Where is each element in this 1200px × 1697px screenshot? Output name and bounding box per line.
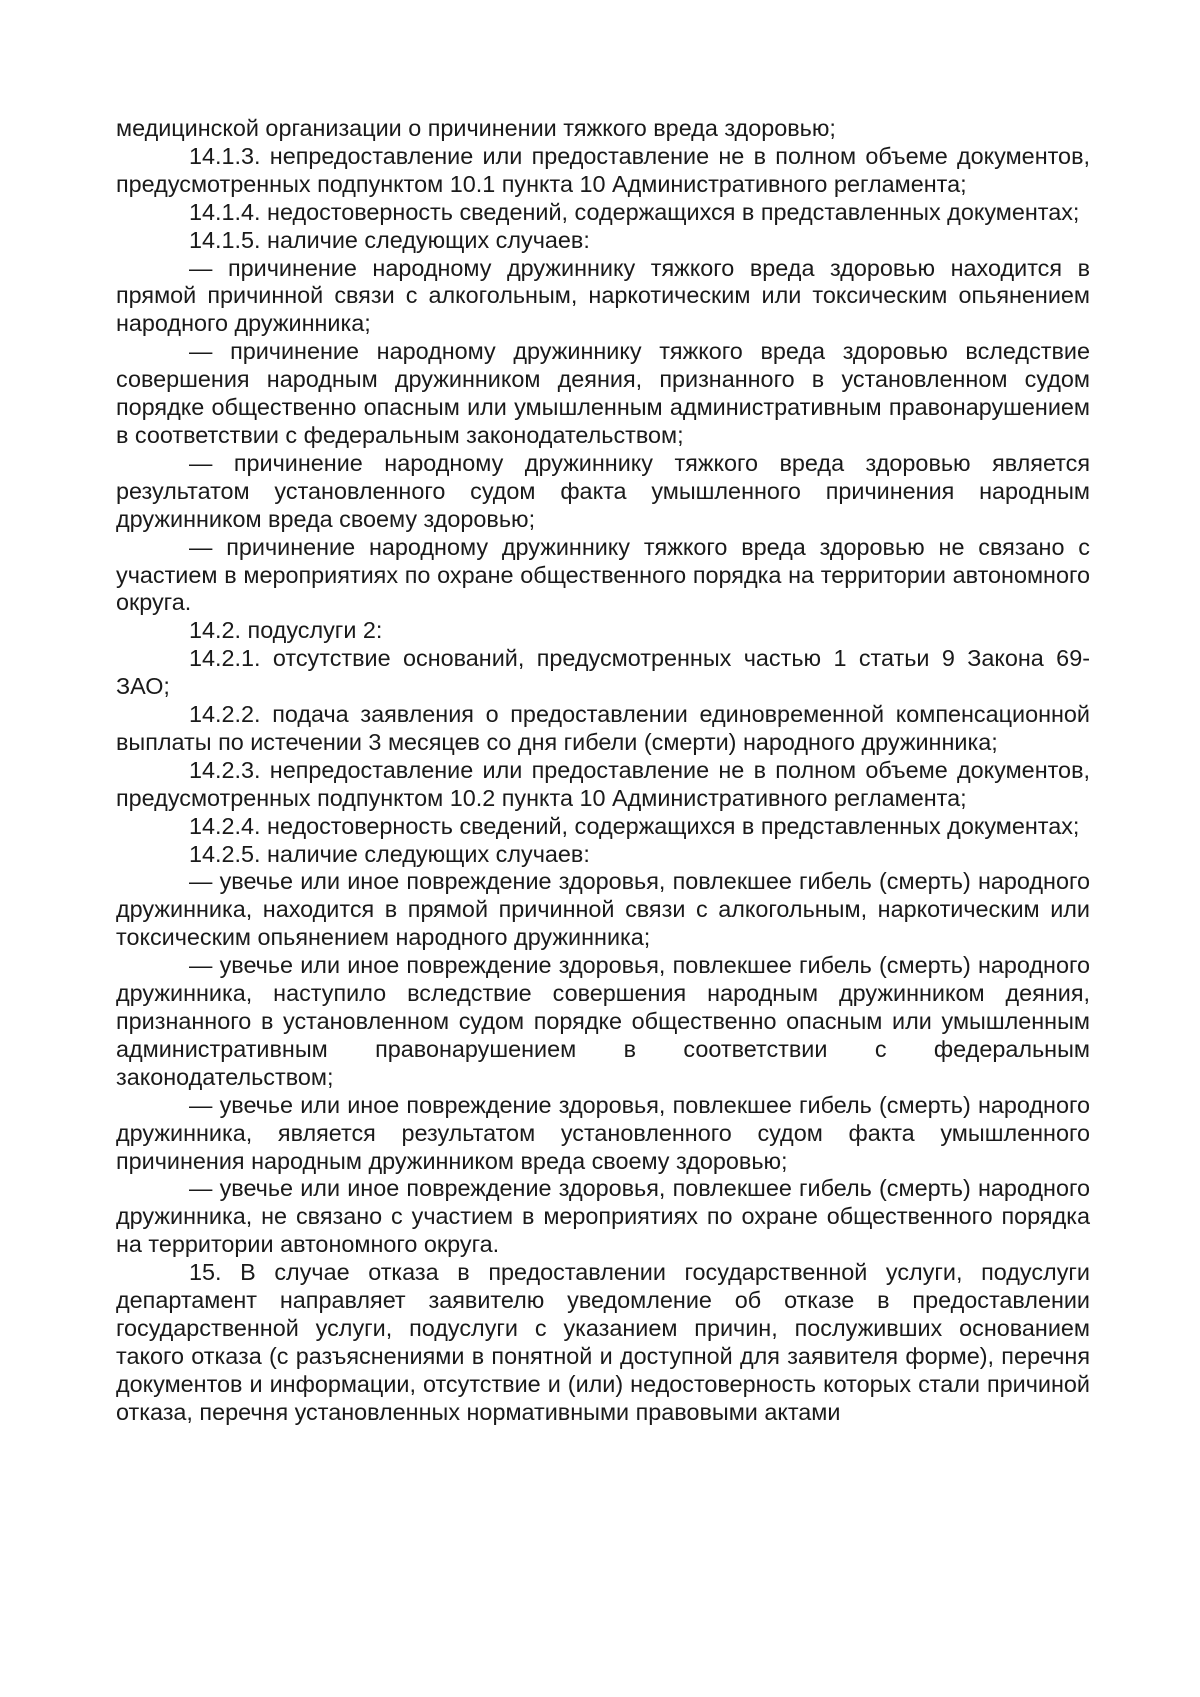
paragraph-14-1-3: 14.1.3. непредоставление или предоставление не в полном объеме документов, предусмотренных подпунктом 10.1 пункта 10 Административного регламента; <box>116 142 1090 197</box>
list-item-case-5: — увечье или иное повреждение здоровья, повлекшее гибель (смерть) народного дружинника, находится в прямой причинной связи с алкогольным, наркотическим или токсическим опьянением народного дружинника; <box>116 868 1090 951</box>
paragraph-14-2-1: 14.2.1. отсутствие оснований, предусмотренных частью 1 статьи 9 Закона 69-ЗАО; <box>116 645 1090 700</box>
list-item-case-6: — увечье или иное повреждение здоровья, повлекшее гибель (смерть) народного дружинника, наступило вследствие совершения народным дружинником деяния, признанного в установленном судом порядке общественно опасным или умышленным административным правонарушением в соответствии с федеральным законодательством; <box>116 952 1090 1090</box>
list-item-case-4: — причинение народному дружиннику тяжкого вреда здоровью не связано с участием в мероприятиях по охране общественного порядка на территории автономного округа. <box>116 533 1090 616</box>
list-item-case-2: — причинение народному дружиннику тяжкого вреда здоровью вследствие совершения народным дружинником деяния, признанного в установленном судом порядке общественно опасным или умышленным административным правонарушением в соответствии с федеральным законодательством; <box>116 338 1090 448</box>
paragraph-14-1-4: 14.1.4. недостоверность сведений, содержащихся в представленных документах; <box>189 198 1080 225</box>
list-item-case-1: — причинение народному дружиннику тяжкого вреда здоровью находится в прямой причинной связи с алкогольным, наркотическим или токсическим опьянением народного дружинника; <box>116 254 1090 337</box>
list-item-case-8: — увечье или иное повреждение здоровья, повлекшее гибель (смерть) народного дружинника, не связано с участием в мероприятиях по охране общественного порядка на территории автономного округа. <box>116 1175 1090 1258</box>
paragraph-14-2-4: 14.2.4. недостоверность сведений, содержащихся в представленных документах; <box>189 812 1080 839</box>
paragraph-14-1-5: 14.1.5. наличие следующих случаев: <box>189 226 590 253</box>
list-item-case-7: — увечье или иное повреждение здоровья, повлекшее гибель (смерть) народного дружинника, является результатом установленного судом факта умышленного причинения народным дружинником вреда своему здоровью; <box>116 1091 1090 1174</box>
document-page <box>116 115 1090 1427</box>
paragraph-14-2: 14.2. подуслуги 2: <box>189 617 383 644</box>
paragraph-continuation: медицинской организации о причинении тяжкого вреда здоровью; <box>116 115 836 141</box>
list-item-case-3: — причинение народному дружиннику тяжкого вреда здоровью является результатом установленного судом факта умышленного причинения народным дружинником вреда своему здоровью; <box>116 449 1090 532</box>
paragraph-14-2-3: 14.2.3. непредоставление или предоставление не в полном объеме документов, предусмотренных подпунктом 10.2 пункта 10 Административного регламента; <box>116 756 1090 811</box>
paragraph-15: 15. В случае отказа в предоставлении государственной услуги, подуслуги департамент направляет заявителю уведомление об отказе в предоставлении государственной услуги, подуслуги с указанием причин, послуживших основанием такого отказа (с разъяснениями в понятной и доступной для заявителя форме), перечня документов и информации, отсутствие и (или) недостоверность которых стали причиной отказа, перечня установленных нормативными правовыми актами <box>116 1259 1090 1425</box>
paragraph-14-2-2: 14.2.2. подача заявления о предоставлении единовременной компенсационной выплаты по истечении 3 месяцев со дня гибели (смерти) народного дружинника; <box>116 701 1090 755</box>
paragraph-14-2-5: 14.2.5. наличие следующих случаев: <box>189 840 590 867</box>
